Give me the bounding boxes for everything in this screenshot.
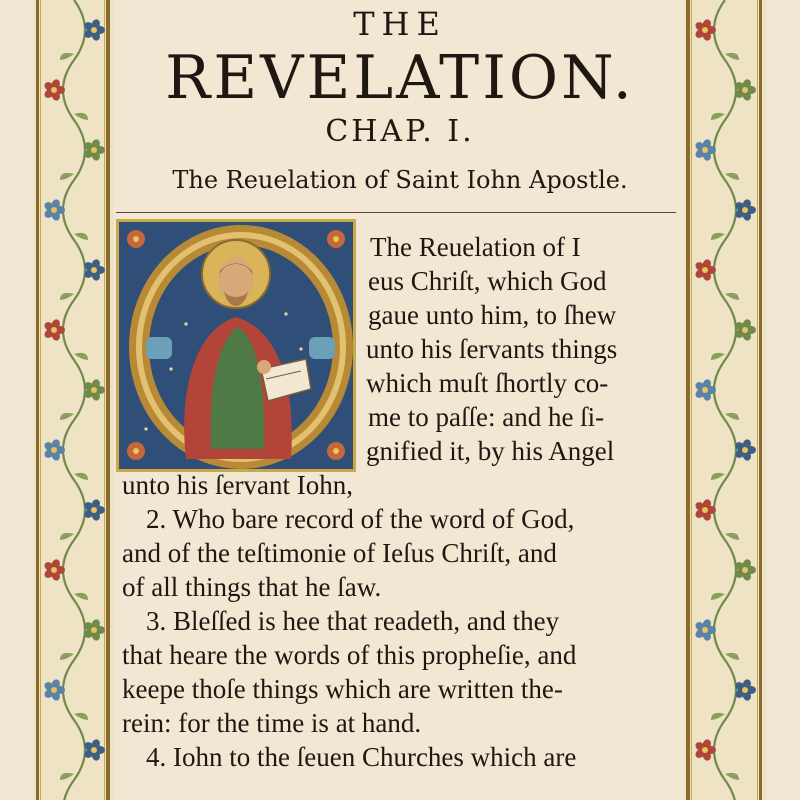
chapter-heading: CHAP. I. <box>325 114 475 149</box>
text-line: and of the teſtimonie of Ieſus Chriſt, and <box>122 538 557 568</box>
text-line: rein: for the time is at hand. <box>122 708 422 738</box>
text-line: 3. Bleſſed is hee that readeth, and they <box>146 606 560 636</box>
text-line: gaue unto him, to ſhew <box>368 300 617 330</box>
text-line: 2. Who bare record of the word of God, <box>146 504 575 534</box>
heading-block <box>116 0 684 214</box>
right-floral-border <box>684 0 766 800</box>
text-line: eus Chriſt, which God <box>368 266 607 296</box>
text-line: keepe thoſe things which are written the- <box>122 674 563 704</box>
pre-title: THE <box>353 5 447 43</box>
text-line: unto his ſervant Iohn, <box>122 470 353 500</box>
illuminated-initial <box>116 219 356 472</box>
text-line: 4. Iohn to the ſeuen Churches which are <box>146 742 577 772</box>
text-line: that heare the words of this propheſie, and <box>122 640 577 670</box>
text-line: gnified it, by his Angel <box>366 436 615 466</box>
text-line: of all things that he ſaw. <box>122 572 382 602</box>
heading-rule <box>116 212 676 213</box>
text-line: unto his ſervants things <box>366 334 618 364</box>
left-floral-border <box>34 0 114 800</box>
page-title: REVELATION. <box>165 43 635 113</box>
chapter-subtitle: The Reuelation of Saint Iohn Apostle. <box>172 166 628 194</box>
text-line: me to paſſe: and he ſi- <box>368 402 605 432</box>
text-line: which muſt ſhortly co- <box>366 368 609 398</box>
text-line: The Reuelation of I <box>370 232 581 262</box>
